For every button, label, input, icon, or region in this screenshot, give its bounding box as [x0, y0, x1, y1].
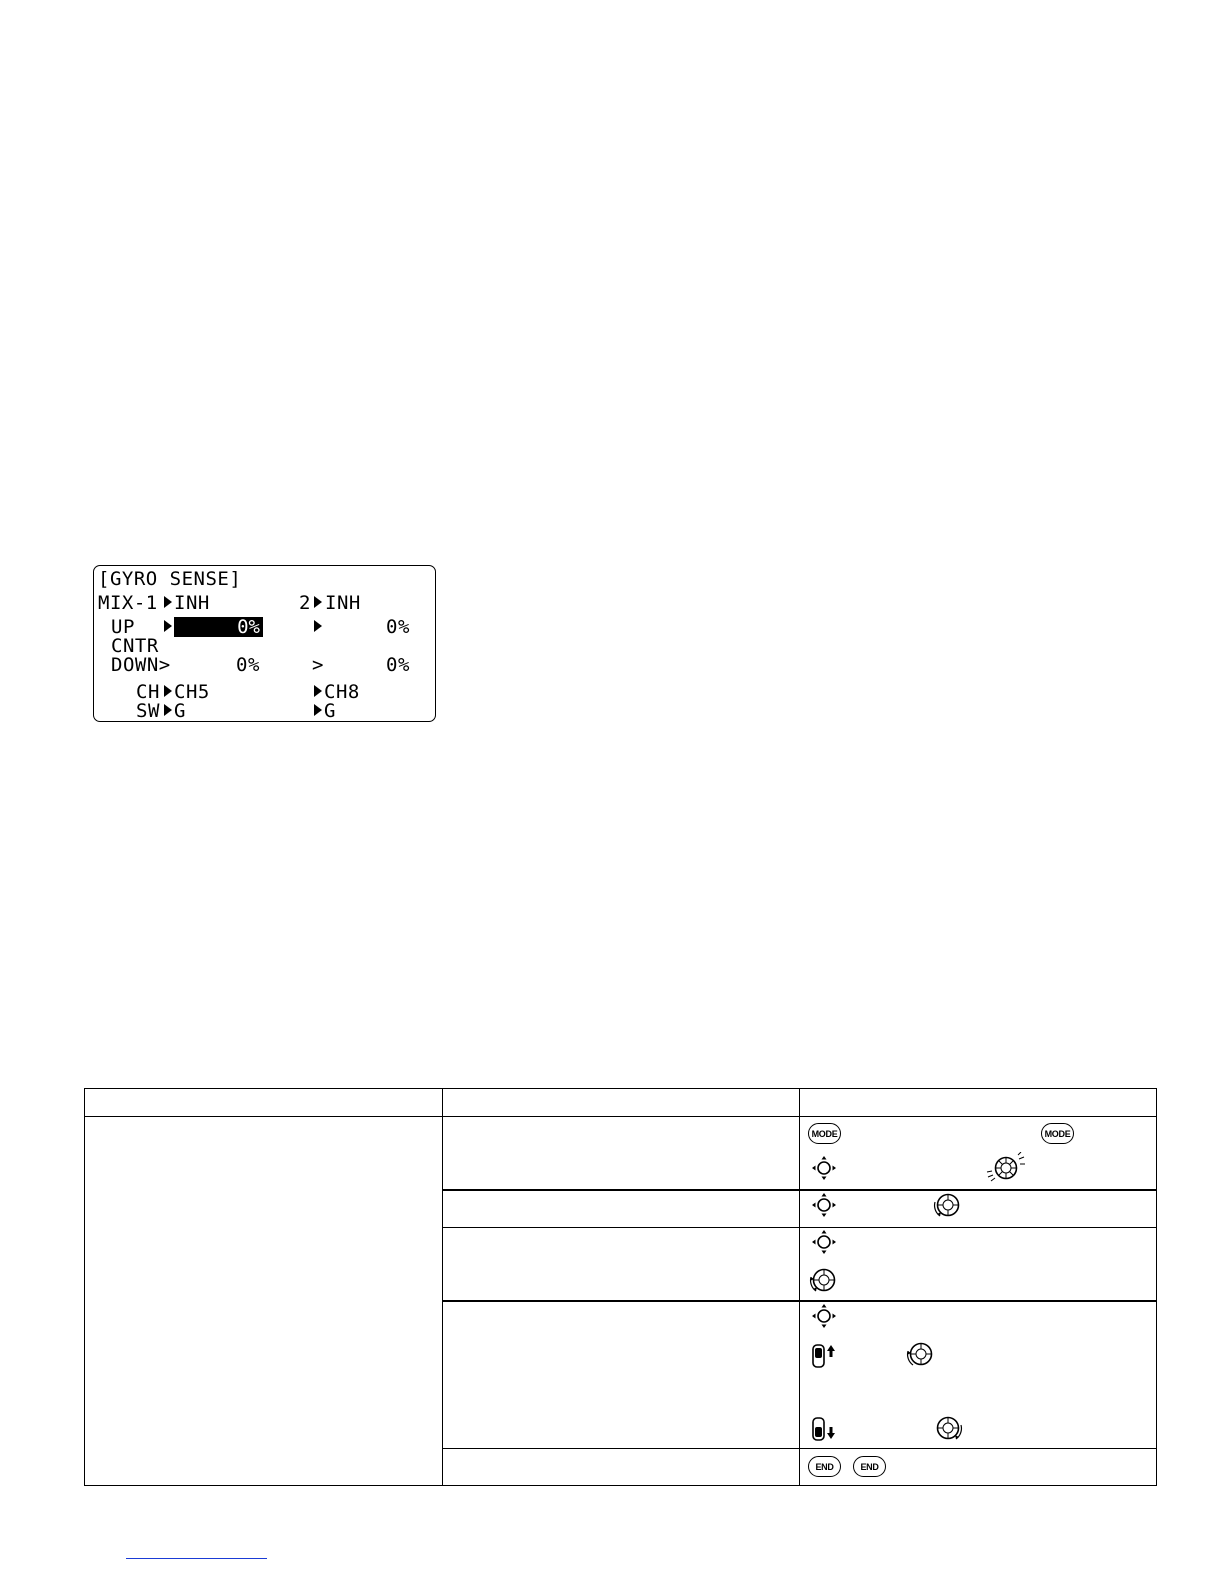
table-row-divider — [442, 1300, 1156, 1302]
cursor-pad-icon — [811, 1192, 837, 1218]
end-button-icon: END — [808, 1456, 841, 1477]
cursor-pad-icon — [811, 1303, 837, 1329]
arrow-icon — [314, 596, 322, 608]
table-header-divider — [85, 1116, 1156, 1117]
table-column-divider — [799, 1089, 800, 1485]
dial-rotate-icon — [808, 1266, 838, 1294]
dial-push-icon — [986, 1152, 1026, 1184]
procedure-table — [84, 1088, 1157, 1486]
lcd-down-value-2[interactable]: 0% — [386, 654, 410, 676]
dial-rotate-icon — [934, 1414, 964, 1442]
lcd-ch-label: CH — [136, 681, 160, 703]
lcd-sw-value-1[interactable]: G — [174, 700, 186, 722]
table-row-divider — [442, 1448, 1156, 1449]
end-button-icon: END — [853, 1456, 886, 1477]
arrow-icon — [314, 704, 322, 716]
lcd-title: [GYRO SENSE] — [98, 568, 242, 590]
lcd-up-value-1[interactable]: 0% — [174, 617, 263, 637]
mode-button-icon: MODE — [808, 1123, 841, 1144]
lcd-sw-value-2[interactable]: G — [324, 700, 336, 722]
dial-rotate-icon — [905, 1340, 935, 1368]
arrow-icon — [314, 620, 322, 632]
gyro-sense-lcd — [93, 565, 436, 722]
lcd-down-value-1[interactable]: 0% — [236, 654, 260, 676]
lcd-mix2-label: 2 — [299, 592, 311, 614]
table-column-divider — [442, 1089, 443, 1485]
table-row-divider — [442, 1189, 1156, 1191]
arrow-icon — [314, 685, 322, 697]
mode-button-icon: MODE — [1041, 1123, 1074, 1144]
lcd-up-label: UP — [111, 616, 135, 638]
lcd-ch-value-2[interactable]: CH8 — [324, 681, 360, 703]
lcd-sw-label: SW — [136, 700, 160, 722]
lcd-down-label: DOWN> — [111, 654, 171, 676]
lcd-down-sep-2: > — [312, 654, 324, 676]
cursor-pad-icon — [811, 1155, 837, 1181]
lcd-mix1-label: MIX-1 — [98, 592, 158, 614]
arrow-icon — [164, 620, 172, 632]
arrow-icon — [164, 596, 172, 608]
lcd-mix2-value: INH — [325, 592, 361, 614]
cursor-pad-icon — [811, 1229, 837, 1255]
lcd-ch-value-1[interactable]: CH5 — [174, 681, 210, 703]
table-row-divider — [442, 1227, 1156, 1228]
dial-rotate-icon — [932, 1192, 962, 1220]
switch-down-icon — [810, 1414, 838, 1444]
arrow-icon — [164, 685, 172, 697]
lcd-cntr-label: CNTR — [111, 635, 159, 657]
arrow-icon — [164, 704, 172, 716]
lcd-mix1-value: INH — [174, 592, 210, 614]
switch-up-icon — [810, 1340, 838, 1370]
footer-link-underline[interactable] — [126, 1558, 267, 1559]
lcd-up-value-2[interactable]: 0% — [386, 616, 410, 638]
